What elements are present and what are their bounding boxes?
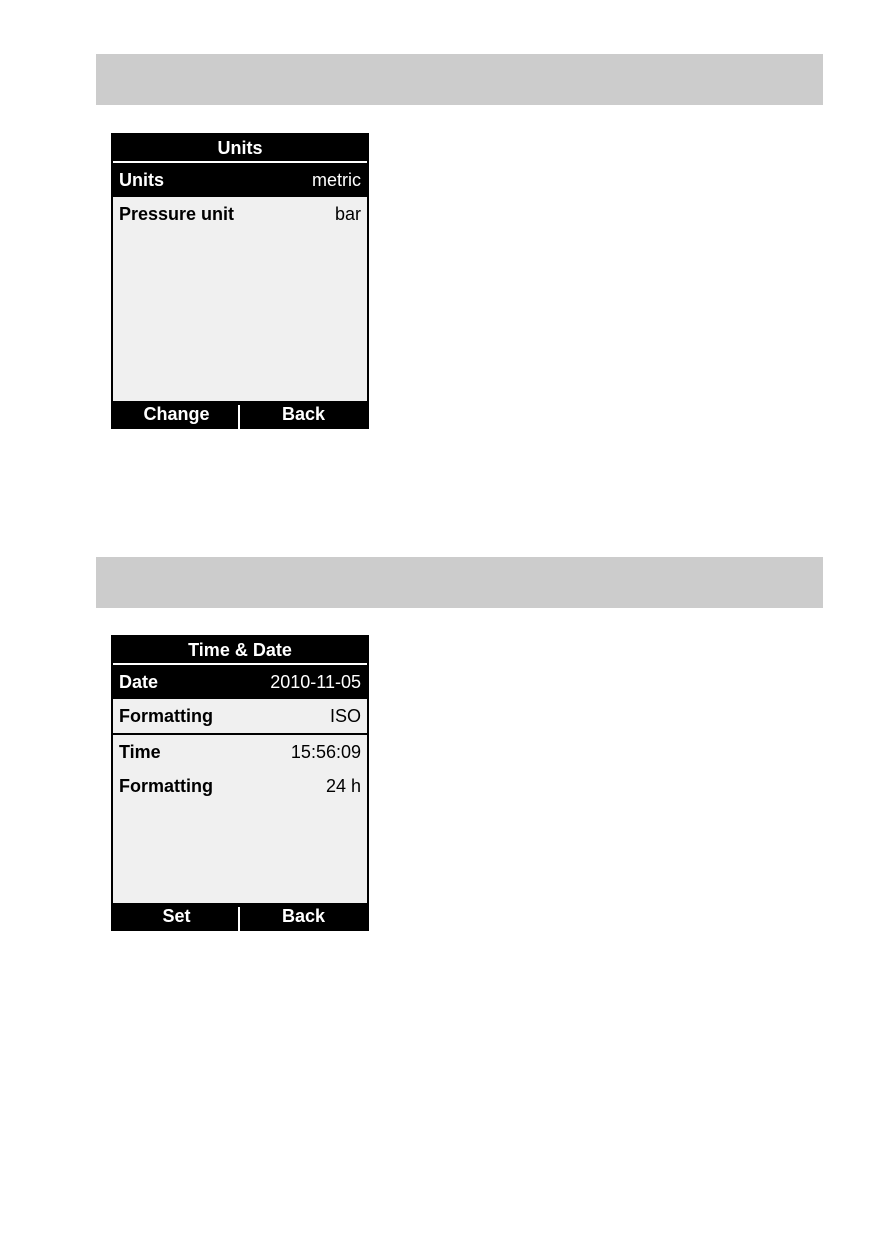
screen-title: Time & Date [113, 637, 367, 665]
row-label: Time [119, 741, 161, 762]
row-label: Units [119, 169, 164, 190]
row-value: ISO [329, 705, 361, 726]
row-label: Pressure unit [119, 203, 235, 224]
row-value: 2010-11-05 [270, 671, 361, 692]
section-header-band-2 [96, 557, 823, 608]
menu-row-units[interactable] [113, 163, 367, 197]
back-softkey[interactable]: Back [281, 404, 326, 424]
set-softkey[interactable]: Set [113, 903, 240, 929]
row-value: 15:56:09 [290, 741, 361, 762]
menu-row-date-formatting[interactable] [113, 699, 367, 735]
menu-row-date[interactable] [113, 665, 367, 699]
menu-row-time[interactable] [113, 735, 367, 769]
section-header-band-1 [96, 54, 823, 105]
back-softkey[interactable]: Back [281, 906, 326, 926]
menu-row-pressure-unit[interactable] [113, 197, 367, 231]
row-label: Formatting [119, 705, 213, 726]
row-label: Date [119, 671, 159, 692]
menu-row-time-formatting[interactable] [113, 769, 367, 803]
units-screen [111, 133, 369, 429]
softkey-bar [113, 903, 367, 929]
row-value: 24 h [325, 775, 361, 796]
softkey-bar [113, 401, 367, 427]
change-softkey[interactable]: Change [113, 401, 240, 427]
time-date-screen [111, 635, 369, 931]
row-value: bar [334, 203, 361, 224]
screen-title: Units [113, 135, 367, 163]
row-value: metric [312, 169, 361, 190]
row-label: Formatting [119, 775, 213, 796]
